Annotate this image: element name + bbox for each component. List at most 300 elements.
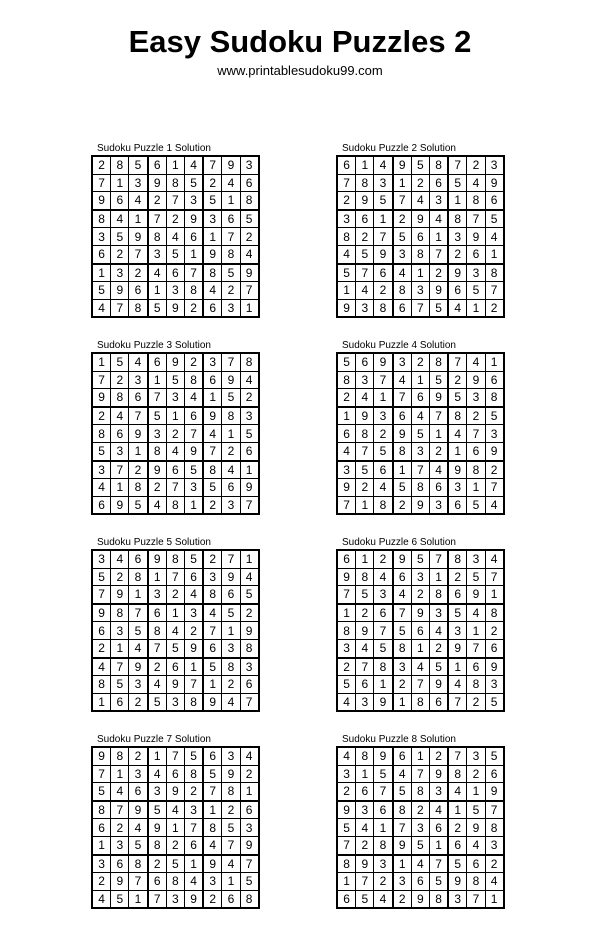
grid-cell: 4 bbox=[240, 371, 259, 389]
grid-cell: 4 bbox=[356, 819, 374, 837]
grid-cell: 6 bbox=[393, 747, 412, 765]
grid-cell: 4 bbox=[222, 174, 240, 192]
grid-cell: 8 bbox=[129, 479, 148, 497]
grid-cell: 3 bbox=[129, 676, 148, 694]
grid-cell: 2 bbox=[203, 550, 222, 568]
grid-cell: 7 bbox=[429, 245, 448, 263]
grid-cell: 6 bbox=[129, 783, 148, 801]
grid-cell: 2 bbox=[203, 174, 222, 192]
puzzle-caption: Sudoku Puzzle 5 Solution bbox=[97, 537, 211, 548]
grid-cell: 4 bbox=[222, 693, 240, 711]
grid-cell: 5 bbox=[467, 282, 485, 300]
grid-cell: 5 bbox=[411, 836, 429, 854]
grid-cell: 1 bbox=[111, 639, 129, 657]
grid-cell: 5 bbox=[485, 693, 504, 711]
grid-row bbox=[337, 586, 504, 604]
grid-row bbox=[337, 836, 504, 854]
grid-cell: 9 bbox=[111, 873, 129, 891]
grid-cell: 6 bbox=[485, 371, 504, 389]
grid-cell: 1 bbox=[148, 747, 167, 765]
grid-cell: 3 bbox=[393, 658, 412, 676]
grid-cell: 2 bbox=[166, 836, 184, 854]
grid-cell: 5 bbox=[374, 442, 393, 460]
grid-cell: 4 bbox=[92, 479, 111, 497]
sudoku-grid bbox=[336, 549, 505, 712]
grid-cell: 2 bbox=[203, 496, 222, 514]
grid-cell: 7 bbox=[356, 873, 374, 891]
grid-cell: 7 bbox=[129, 245, 148, 263]
grid-cell: 5 bbox=[356, 461, 374, 479]
grid-cell: 3 bbox=[485, 425, 504, 443]
grid-cell: 3 bbox=[429, 192, 448, 210]
grid-cell: 8 bbox=[356, 747, 374, 765]
grid-cell: 7 bbox=[448, 156, 467, 174]
grid-cell: 9 bbox=[184, 890, 203, 908]
grid-row bbox=[92, 496, 259, 514]
grid-cell: 8 bbox=[166, 174, 184, 192]
grid-cell: 4 bbox=[203, 282, 222, 300]
grid-cell: 9 bbox=[485, 174, 504, 192]
grid-cell: 7 bbox=[411, 299, 429, 317]
grid-cell: 8 bbox=[411, 245, 429, 263]
grid-row bbox=[337, 442, 504, 460]
grid-cell: 6 bbox=[467, 245, 485, 263]
grid-row bbox=[92, 819, 259, 837]
grid-cell: 1 bbox=[485, 586, 504, 604]
grid-cell: 7 bbox=[337, 836, 356, 854]
grid-cell: 6 bbox=[429, 693, 448, 711]
grid-cell: 3 bbox=[111, 442, 129, 460]
grid-cell: 5 bbox=[485, 747, 504, 765]
grid-cell: 9 bbox=[337, 801, 356, 819]
grid-cell: 9 bbox=[393, 425, 412, 443]
grid-cell: 2 bbox=[240, 389, 259, 407]
grid-cell: 4 bbox=[111, 550, 129, 568]
grid-cell: 3 bbox=[111, 264, 129, 282]
grid-cell: 6 bbox=[240, 676, 259, 694]
grid-cell: 7 bbox=[166, 192, 184, 210]
grid-cell: 5 bbox=[203, 765, 222, 783]
grid-cell: 5 bbox=[148, 801, 167, 819]
grid-cell: 2 bbox=[240, 604, 259, 622]
grid-cell: 6 bbox=[485, 192, 504, 210]
puzzle-3 bbox=[91, 340, 263, 515]
grid-cell: 8 bbox=[393, 801, 412, 819]
grid-cell: 4 bbox=[429, 622, 448, 640]
puzzle-caption: Sudoku Puzzle 7 Solution bbox=[97, 734, 211, 745]
grid-cell: 4 bbox=[374, 479, 393, 497]
grid-row bbox=[92, 479, 259, 497]
grid-cell: 3 bbox=[374, 855, 393, 873]
grid-cell: 6 bbox=[111, 693, 129, 711]
grid-cell: 9 bbox=[240, 264, 259, 282]
grid-cell: 6 bbox=[356, 210, 374, 228]
grid-cell: 6 bbox=[393, 568, 412, 586]
grid-row bbox=[92, 210, 259, 228]
grid-cell: 4 bbox=[203, 836, 222, 854]
grid-cell: 8 bbox=[203, 819, 222, 837]
grid-cell: 9 bbox=[166, 676, 184, 694]
grid-cell: 6 bbox=[485, 639, 504, 657]
grid-cell: 3 bbox=[356, 693, 374, 711]
grid-cell: 7 bbox=[148, 210, 167, 228]
puzzle-caption: Sudoku Puzzle 6 Solution bbox=[342, 537, 456, 548]
grid-cell: 7 bbox=[222, 550, 240, 568]
grid-cell: 4 bbox=[203, 425, 222, 443]
grid-cell: 8 bbox=[166, 496, 184, 514]
puzzle-1 bbox=[91, 143, 263, 318]
grid-cell: 9 bbox=[148, 461, 167, 479]
grid-cell: 9 bbox=[429, 282, 448, 300]
grid-cell: 3 bbox=[148, 586, 167, 604]
grid-cell: 8 bbox=[467, 192, 485, 210]
grid-cell: 9 bbox=[374, 747, 393, 765]
grid-cell: 6 bbox=[148, 873, 167, 891]
grid-row bbox=[337, 156, 504, 174]
grid-cell: 7 bbox=[184, 264, 203, 282]
grid-cell: 5 bbox=[111, 353, 129, 371]
grid-cell: 1 bbox=[129, 586, 148, 604]
grid-cell: 4 bbox=[467, 174, 485, 192]
grid-cell: 1 bbox=[485, 245, 504, 263]
grid-cell: 4 bbox=[166, 622, 184, 640]
grid-cell: 9 bbox=[184, 442, 203, 460]
grid-cell: 5 bbox=[337, 353, 356, 371]
grid-cell: 3 bbox=[429, 496, 448, 514]
grid-cell: 7 bbox=[92, 765, 111, 783]
grid-cell: 2 bbox=[411, 801, 429, 819]
grid-cell: 5 bbox=[337, 264, 356, 282]
grid-cell: 4 bbox=[467, 353, 485, 371]
grid-cell: 8 bbox=[429, 890, 448, 908]
grid-cell: 1 bbox=[411, 371, 429, 389]
site-url[interactable]: www.printablesudoku99.com bbox=[217, 63, 383, 78]
grid-cell: 4 bbox=[337, 747, 356, 765]
grid-cell: 2 bbox=[374, 550, 393, 568]
grid-cell: 9 bbox=[374, 245, 393, 263]
grid-row bbox=[92, 622, 259, 640]
grid-cell: 1 bbox=[129, 442, 148, 460]
grid-cell: 4 bbox=[240, 245, 259, 263]
grid-cell: 5 bbox=[148, 407, 167, 425]
grid-cell: 8 bbox=[129, 568, 148, 586]
grid-cell: 4 bbox=[184, 389, 203, 407]
grid-cell: 3 bbox=[337, 461, 356, 479]
grid-cell: 3 bbox=[222, 299, 240, 317]
puzzle-2 bbox=[336, 143, 508, 318]
grid-cell: 1 bbox=[374, 210, 393, 228]
grid-cell: 7 bbox=[111, 801, 129, 819]
grid-cell: 4 bbox=[203, 604, 222, 622]
grid-cell: 6 bbox=[129, 389, 148, 407]
grid-row bbox=[92, 873, 259, 891]
grid-cell: 2 bbox=[485, 461, 504, 479]
grid-cell: 6 bbox=[184, 407, 203, 425]
grid-cell: 3 bbox=[467, 747, 485, 765]
grid-row bbox=[337, 639, 504, 657]
grid-cell: 9 bbox=[129, 658, 148, 676]
grid-cell: 8 bbox=[411, 783, 429, 801]
grid-cell: 3 bbox=[203, 873, 222, 891]
grid-cell: 8 bbox=[148, 228, 167, 246]
grid-cell: 2 bbox=[429, 264, 448, 282]
grid-cell: 4 bbox=[448, 425, 467, 443]
grid-cell: 6 bbox=[92, 622, 111, 640]
grid-row bbox=[337, 192, 504, 210]
grid-cell: 8 bbox=[184, 282, 203, 300]
grid-cell: 3 bbox=[92, 855, 111, 873]
grid-cell: 9 bbox=[184, 210, 203, 228]
grid-cell: 4 bbox=[374, 568, 393, 586]
grid-cell: 5 bbox=[467, 496, 485, 514]
grid-cell: 9 bbox=[411, 604, 429, 622]
grid-cell: 3 bbox=[374, 174, 393, 192]
grid-cell: 4 bbox=[337, 245, 356, 263]
sudoku-grid bbox=[336, 155, 505, 318]
grid-cell: 9 bbox=[411, 496, 429, 514]
grid-cell: 9 bbox=[92, 389, 111, 407]
grid-cell: 2 bbox=[393, 676, 412, 694]
grid-cell: 2 bbox=[111, 819, 129, 837]
grid-cell: 4 bbox=[129, 353, 148, 371]
grid-cell: 6 bbox=[374, 264, 393, 282]
grid-cell: 4 bbox=[166, 801, 184, 819]
grid-cell: 1 bbox=[337, 282, 356, 300]
grid-cell: 1 bbox=[448, 658, 467, 676]
sudoku-grid bbox=[336, 352, 505, 515]
grid-row bbox=[92, 299, 259, 317]
grid-cell: 9 bbox=[203, 693, 222, 711]
grid-cell: 5 bbox=[166, 371, 184, 389]
grid-cell: 7 bbox=[92, 586, 111, 604]
grid-cell: 3 bbox=[448, 890, 467, 908]
grid-cell: 1 bbox=[429, 228, 448, 246]
grid-row bbox=[337, 174, 504, 192]
grid-cell: 2 bbox=[448, 245, 467, 263]
grid-cell: 2 bbox=[129, 747, 148, 765]
grid-cell: 3 bbox=[356, 299, 374, 317]
grid-row bbox=[337, 210, 504, 228]
grid-cell: 5 bbox=[129, 622, 148, 640]
grid-cell: 9 bbox=[92, 192, 111, 210]
grid-cell: 6 bbox=[166, 461, 184, 479]
grid-cell: 5 bbox=[111, 676, 129, 694]
grid-cell: 4 bbox=[111, 407, 129, 425]
grid-cell: 3 bbox=[374, 586, 393, 604]
grid-cell: 1 bbox=[448, 442, 467, 460]
grid-cell: 8 bbox=[485, 819, 504, 837]
grid-cell: 4 bbox=[393, 371, 412, 389]
grid-cell: 1 bbox=[485, 353, 504, 371]
grid-cell: 2 bbox=[92, 873, 111, 891]
grid-cell: 7 bbox=[240, 282, 259, 300]
grid-cell: 8 bbox=[356, 174, 374, 192]
grid-cell: 2 bbox=[337, 389, 356, 407]
grid-cell: 7 bbox=[393, 819, 412, 837]
grid-cell: 8 bbox=[184, 693, 203, 711]
grid-cell: 8 bbox=[222, 245, 240, 263]
grid-cell: 4 bbox=[184, 873, 203, 891]
grid-cell: 2 bbox=[337, 192, 356, 210]
grid-cell: 7 bbox=[111, 658, 129, 676]
grid-cell: 2 bbox=[166, 586, 184, 604]
grid-cell: 5 bbox=[429, 371, 448, 389]
grid-cell: 5 bbox=[429, 299, 448, 317]
grid-cell: 4 bbox=[129, 639, 148, 657]
grid-cell: 3 bbox=[111, 836, 129, 854]
grid-cell: 1 bbox=[393, 693, 412, 711]
grid-row bbox=[92, 228, 259, 246]
grid-cell: 4 bbox=[111, 783, 129, 801]
grid-cell: 2 bbox=[111, 371, 129, 389]
grid-cell: 2 bbox=[467, 156, 485, 174]
grid-cell: 1 bbox=[92, 264, 111, 282]
grid-cell: 3 bbox=[184, 479, 203, 497]
grid-cell: 4 bbox=[448, 783, 467, 801]
grid-cell: 2 bbox=[429, 639, 448, 657]
grid-cell: 1 bbox=[222, 873, 240, 891]
grid-cell: 4 bbox=[485, 228, 504, 246]
grid-cell: 2 bbox=[411, 353, 429, 371]
grid-cell: 3 bbox=[203, 568, 222, 586]
grid-cell: 7 bbox=[222, 353, 240, 371]
grid-cell: 2 bbox=[448, 819, 467, 837]
grid-cell: 5 bbox=[166, 639, 184, 657]
grid-cell: 9 bbox=[485, 658, 504, 676]
grid-row bbox=[92, 568, 259, 586]
grid-cell: 3 bbox=[240, 658, 259, 676]
grid-cell: 6 bbox=[222, 479, 240, 497]
grid-cell: 6 bbox=[222, 586, 240, 604]
grid-cell: 5 bbox=[429, 658, 448, 676]
grid-cell: 6 bbox=[111, 192, 129, 210]
grid-cell: 9 bbox=[111, 496, 129, 514]
grid-cell: 4 bbox=[240, 747, 259, 765]
grid-cell: 1 bbox=[467, 299, 485, 317]
grid-cell: 3 bbox=[240, 819, 259, 837]
grid-cell: 6 bbox=[374, 461, 393, 479]
grid-row bbox=[337, 604, 504, 622]
grid-row bbox=[337, 389, 504, 407]
grid-cell: 4 bbox=[393, 586, 412, 604]
sudoku-grid bbox=[91, 155, 260, 318]
grid-cell: 2 bbox=[356, 228, 374, 246]
grid-row bbox=[92, 855, 259, 873]
grid-cell: 9 bbox=[448, 639, 467, 657]
grid-cell: 9 bbox=[166, 353, 184, 371]
grid-cell: 8 bbox=[222, 407, 240, 425]
grid-row bbox=[92, 586, 259, 604]
grid-cell: 9 bbox=[411, 210, 429, 228]
grid-cell: 1 bbox=[111, 174, 129, 192]
grid-cell: 1 bbox=[184, 658, 203, 676]
grid-cell: 7 bbox=[374, 783, 393, 801]
grid-cell: 2 bbox=[337, 783, 356, 801]
grid-cell: 2 bbox=[92, 407, 111, 425]
grid-cell: 2 bbox=[92, 156, 111, 174]
grid-cell: 5 bbox=[92, 442, 111, 460]
grid-cell: 1 bbox=[166, 156, 184, 174]
grid-row bbox=[92, 604, 259, 622]
grid-cell: 9 bbox=[337, 299, 356, 317]
grid-cell: 5 bbox=[111, 890, 129, 908]
grid-cell: 1 bbox=[148, 568, 167, 586]
grid-cell: 9 bbox=[467, 228, 485, 246]
grid-cell: 6 bbox=[337, 550, 356, 568]
grid-cell: 2 bbox=[356, 479, 374, 497]
grid-cell: 6 bbox=[129, 550, 148, 568]
puzzle-6 bbox=[336, 537, 508, 712]
grid-cell: 5 bbox=[184, 174, 203, 192]
grid-cell: 4 bbox=[485, 550, 504, 568]
grid-cell: 3 bbox=[337, 210, 356, 228]
grid-cell: 8 bbox=[129, 299, 148, 317]
grid-cell: 2 bbox=[467, 765, 485, 783]
grid-cell: 6 bbox=[374, 801, 393, 819]
grid-cell: 5 bbox=[467, 801, 485, 819]
grid-row bbox=[337, 873, 504, 891]
grid-cell: 1 bbox=[356, 765, 374, 783]
grid-cell: 8 bbox=[337, 228, 356, 246]
grid-cell: 7 bbox=[429, 550, 448, 568]
grid-cell: 6 bbox=[166, 765, 184, 783]
grid-cell: 6 bbox=[429, 479, 448, 497]
grid-row bbox=[337, 264, 504, 282]
grid-cell: 7 bbox=[222, 836, 240, 854]
grid-cell: 1 bbox=[92, 836, 111, 854]
grid-cell: 8 bbox=[448, 407, 467, 425]
grid-cell: 8 bbox=[429, 353, 448, 371]
grid-cell: 8 bbox=[148, 836, 167, 854]
grid-cell: 3 bbox=[411, 819, 429, 837]
grid-cell: 9 bbox=[467, 819, 485, 837]
grid-cell: 9 bbox=[129, 801, 148, 819]
grid-cell: 7 bbox=[240, 855, 259, 873]
grid-cell: 8 bbox=[111, 156, 129, 174]
grid-cell: 9 bbox=[203, 245, 222, 263]
grid-row bbox=[92, 765, 259, 783]
grid-cell: 9 bbox=[222, 371, 240, 389]
grid-cell: 4 bbox=[92, 890, 111, 908]
grid-cell: 8 bbox=[448, 765, 467, 783]
grid-cell: 7 bbox=[203, 622, 222, 640]
grid-cell: 9 bbox=[411, 890, 429, 908]
grid-cell: 1 bbox=[222, 192, 240, 210]
grid-cell: 9 bbox=[203, 855, 222, 873]
grid-cell: 1 bbox=[448, 801, 467, 819]
grid-cell: 7 bbox=[467, 890, 485, 908]
grid-cell: 3 bbox=[240, 156, 259, 174]
grid-cell: 6 bbox=[129, 282, 148, 300]
grid-cell: 4 bbox=[485, 496, 504, 514]
grid-cell: 5 bbox=[148, 299, 167, 317]
grid-cell: 7 bbox=[356, 442, 374, 460]
grid-cell: 4 bbox=[92, 299, 111, 317]
grid-cell: 5 bbox=[429, 873, 448, 891]
grid-cell: 8 bbox=[92, 210, 111, 228]
grid-cell: 9 bbox=[485, 783, 504, 801]
grid-cell: 2 bbox=[356, 604, 374, 622]
grid-cell: 6 bbox=[467, 442, 485, 460]
grid-cell: 2 bbox=[184, 783, 203, 801]
grid-row bbox=[337, 801, 504, 819]
grid-cell: 6 bbox=[393, 407, 412, 425]
grid-cell: 1 bbox=[92, 353, 111, 371]
grid-row bbox=[337, 819, 504, 837]
grid-cell: 9 bbox=[240, 622, 259, 640]
grid-cell: 2 bbox=[184, 353, 203, 371]
grid-cell: 7 bbox=[448, 353, 467, 371]
